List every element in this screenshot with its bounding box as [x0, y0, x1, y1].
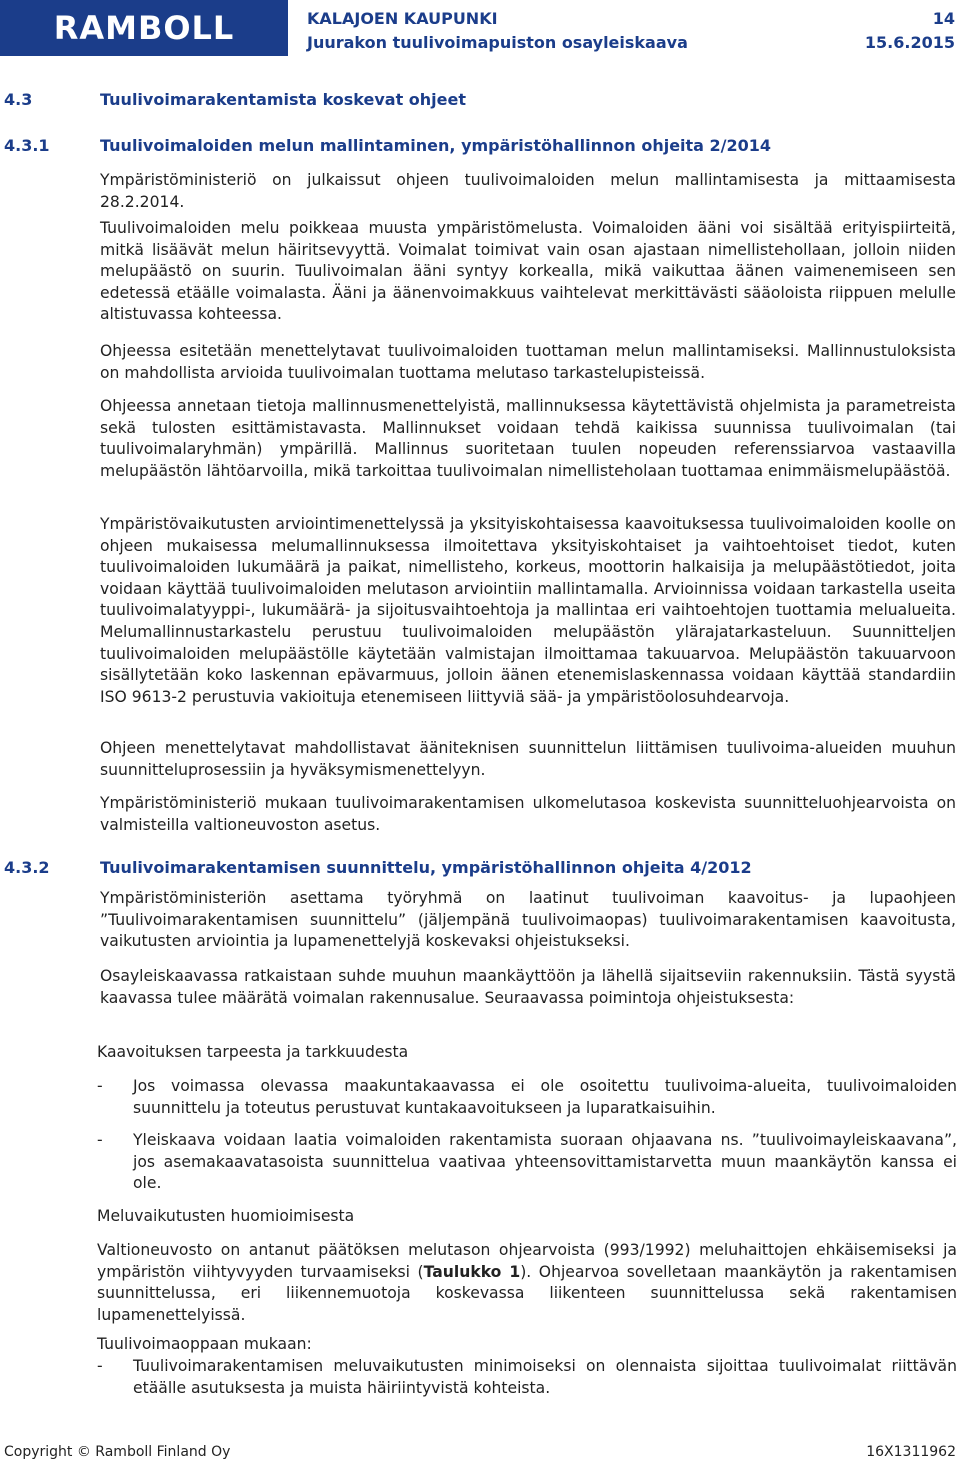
paragraph: Ympäristövaikutusten arviointimenettelyssä ja yksityiskohtaisessa kaavoituksessa tuulivoimaloiden koolle on ohjeen mukaisessa melumallinnuksessa ilmoitettava yksityiskohtaiset ja vaihtoehtoiset tiedot, kuten tuulivoimaloiden lukumäärä ja paikat, nimellisteho, korkeus, moottorin halkaisija ja melupäästötiedot, joita voidaan käyttää tuulivoimaloiden melutason arviointiin mallintamalla. Arvioinnissa voidaan tarkastella useita tuulivoimalatyyppi-, lukumäärä- ja sijoitusvaihtoehtoja ja mallintaa eri vaihtoehtojen tuottamia melualueita. Melumallinnustarkastelu perustuu tuulivoimaloiden melupäästön ylärajatarkasteluun. Suunnitteljen tuulivoimaloiden melupäästölle käytetään valmistajan ilmoittamaa takuuarvoa. Melupäästön takuuarvoon sisällytetään koko laskennan epävarmuus, jolloin äänen etenemislaskennassa voidaan käyttää standardiin ISO 9613-2 perustuvia vakioituja etenemiseen liittyviä sää- ja ympäristöolosuhdearvoja. — [100, 515, 956, 706]
list-item — [97, 1076, 957, 1119]
subsection-heading-2 — [4, 858, 752, 877]
paragraph-noise — [97, 1240, 957, 1326]
paragraph: Tuulivoimaloiden melu poikkeaa muusta ympäristömelusta. Voimaloiden ääni voi sisältää erityispiirteitä, mitkä lisäävät melun häiritsevyyttä. Voimalat toimivat vain osan ajastaan nimellistehollaan, jolloin niiden melupäästö on suurin. Tuulivoimalan ääni syntyy korkealla, mikä vaikuttaa äänen vaimenemiseen sen edetessä etäälle voimalasta. Ääni ja äänenvoimakkuus vaihtelevat merkittävästi sääoloista riippuen melulle altistuvassa kohteessa. — [100, 219, 956, 324]
paragraph: Ympäristöministeriön asettama työryhmä on laatinut tuulivoiman kaavoitus- ja lupaohjeen ”Tuulivoimarakentamisen suunnittelu” (jäljempänä tuulivoimaopas) tuulivoimarakentamisen kaavoitusta, vaikutusten arviointia ja lupamenettelyjä koskevaksi ohjeistukseksi. — [100, 889, 956, 951]
subsection-number: 4.3.2 — [4, 858, 50, 877]
paragraph: Osayleiskaavassa ratkaistaan suhde muuhun maankäyttöön ja lähellä sijaitseviin rakennuksiin. Tästä syystä kaavassa tulee määrätä voimalan rakennusalue. Seuraavassa poimintoja ohjeistuksesta: — [100, 967, 956, 1007]
subheading-noise: Meluvaikutusten huomioimisesta — [97, 1207, 355, 1225]
list-item — [97, 1130, 957, 1195]
list-dash: - — [97, 1131, 103, 1149]
copyright-text: Copyright © Ramboll Finland Oy — [4, 1444, 231, 1460]
subsection-number: 4.3.1 — [4, 136, 50, 155]
subheading-planning: Kaavoituksen tarpeesta ja tarkkuudesta — [97, 1043, 409, 1061]
document-code: 16X1311962 — [866, 1444, 956, 1460]
header-info — [307, 7, 955, 55]
list-item-text: Tuulivoimarakentamisen meluvaikutusten minimoiseksi on olennaista sijoittaa tuulivoimalat riittävän etäälle asutuksesta ja muista häiriintyvistä kohteista. — [133, 1357, 957, 1397]
document-date: 15.6.2015 — [864, 33, 955, 52]
paragraph: Ohjeessa esitetään menettelytavat tuulivoimaloiden tuottaman melun mallintamiseksi. Mallinnustuloksista on mahdollista arvioida tuulivoimalan tuottama melutaso tarkastelupisteissä. — [100, 342, 956, 382]
page-number: 14 — [932, 9, 955, 28]
paragraph-text-end: ). Ohjearvoa sovelletaan maankäytön ja rakentamisen suunnittelussa, eri liikennemuotoja koskevassa liikenteen suunnittelussa sekä rakentamisen lupamenettelyissä. — [97, 1262, 958, 1324]
document-title: Juurakon tuulivoimapuiston osayleiskaava — [307, 33, 688, 52]
page-header — [0, 0, 960, 60]
paragraph: Ohjeen menettelytavat mahdollistavat ääniteknisen suunnittelun liittämisen tuulivoima-alueiden muuhun suunnitteluprosessiin ja hyväksymismenettelyyn. — [100, 739, 956, 779]
paragraph: Ympäristöministeriö mukaan tuulivoimarakentamisen ulkomelutasoa koskevista suunnitteluohjearvoista on valmisteilla valtioneuvoston asetus. — [100, 794, 956, 834]
paragraph: Ohjeessa annetaan tietoja mallinnusmenettelyistä, mallinnuksessa käytettävistä ohjelmista ja parametreista sekä tulosten esittämistavasta. Mallinnukset voidaan tehdä kaikissa suunnissa tuulivoimalan (tai tuulivoimalaryhmän) ympärillä. Mallinnus suoritetaan tuulen nopeuden referenssiarvoa vastaavilla melupäästön lähtöarvoilla, mikä tarkoittaa tuulivoimalan nimellisteholaan tuottamaa enimmäismelupäästöä. — [100, 397, 956, 480]
subsection-title: Tuulivoimarakentamisen suunnittelu, ympäristöhallinnon ohjeita 4/2012 — [100, 858, 752, 877]
paragraph-text: Valtioneuvosto on antanut päätöksen melutason ohjearvoista (993/1992) meluhaittojen ehkäisemiseksi ja ympäristön viihtyvyyden turvaamiseksi ( — [97, 1241, 957, 1281]
paragraph: Ympäristöministeriö on julkaissut ohjeen tuulivoimaloiden melun mallintamisesta ja mittaamisesta 28.2.2014. — [100, 171, 956, 211]
ramboll-logo — [0, 0, 288, 56]
subsection-title: Tuulivoimaloiden melun mallintaminen, ympäristöhallinnon ohjeita 2/2014 — [100, 136, 772, 155]
list-dash: - — [97, 1357, 103, 1375]
list-item-text: Jos voimassa olevassa maakuntakaavassa ei ole osoitettu tuulivoima-alueita, tuulivoimaloiden suunnittelu ja toteutus perustuvat kuntakaavoitukseen ja luparatkaisuihin. — [133, 1077, 957, 1117]
organization-name: KALAJOEN KAUPUNKI — [307, 9, 498, 28]
list-item — [97, 1356, 957, 1399]
list-dash: - — [97, 1077, 103, 1095]
page-footer — [4, 1444, 956, 1460]
section-heading — [4, 90, 466, 109]
section-number: 4.3 — [4, 90, 33, 109]
subsection-heading-1 — [4, 136, 771, 155]
list-item-text: Yleiskaava voidaan laatia voimaloiden rakentamista suoraan ohjaavana ns. ”tuulivoimayleiskaavana”, jos asemakaavatasoista suunnittelua vaativaa yhteensovittamistarvetta muun maankäytön kanssa ei ole. — [133, 1131, 957, 1193]
section-title: Tuulivoimarakentamista koskevat ohjeet — [100, 90, 467, 109]
logo-text: RAMBOLL — [53, 9, 235, 47]
table-reference: Taulukko 1 — [423, 1262, 521, 1281]
subheading-guide: Tuulivoimaoppaan mukaan: — [97, 1335, 312, 1353]
